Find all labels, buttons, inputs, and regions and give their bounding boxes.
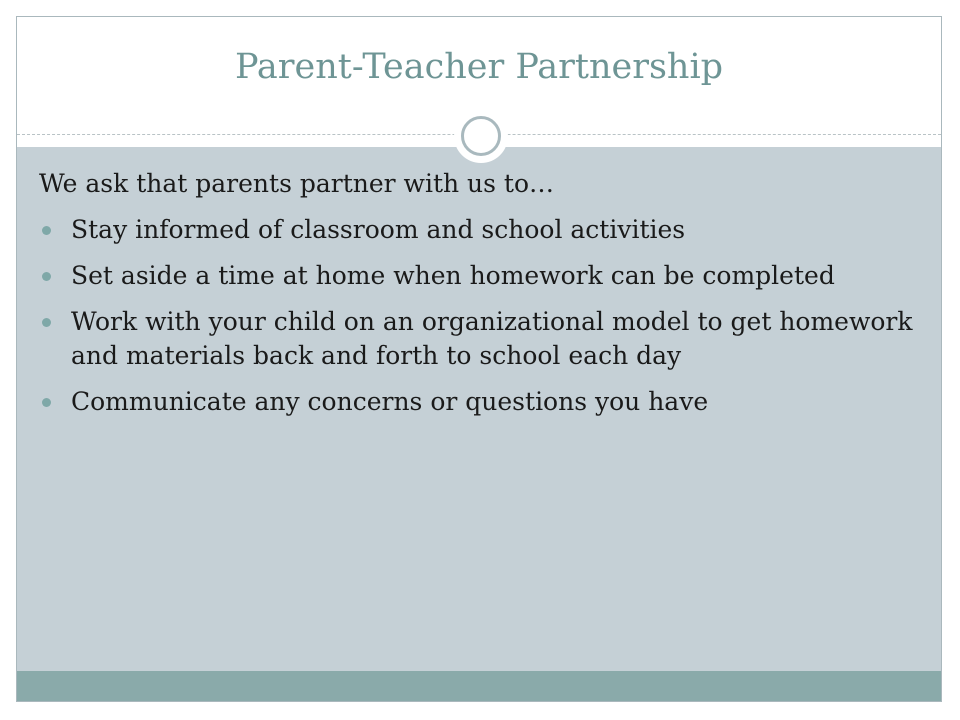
bullet-dot-icon <box>42 226 51 235</box>
bullet-dot-icon <box>42 398 51 407</box>
ring-icon <box>454 109 508 163</box>
bullet-text: Communicate any concerns or questions you have <box>71 387 709 416</box>
bullet-dot-icon <box>42 318 51 327</box>
slide-content <box>39 167 919 431</box>
bullet-text: Work with your child on an organizational model to get homework and materials back and forth to school each day <box>71 307 913 370</box>
slide-title: Parent-Teacher Partnership <box>234 47 724 87</box>
bullet-dot-icon <box>42 272 51 281</box>
intro-text: We ask that parents partner with us to… <box>39 169 555 198</box>
bullet-item <box>39 213 919 247</box>
bullet-text: Stay informed of classroom and school activities <box>71 215 686 244</box>
slide <box>16 16 942 702</box>
footer-band <box>17 671 941 702</box>
bullet-list <box>39 213 919 419</box>
bullet-text: Set aside a time at home when homework can be completed <box>71 261 835 290</box>
bullet-item <box>39 305 919 373</box>
bullet-item <box>39 259 919 293</box>
bullet-item <box>39 385 919 419</box>
ring-inner <box>461 116 501 156</box>
